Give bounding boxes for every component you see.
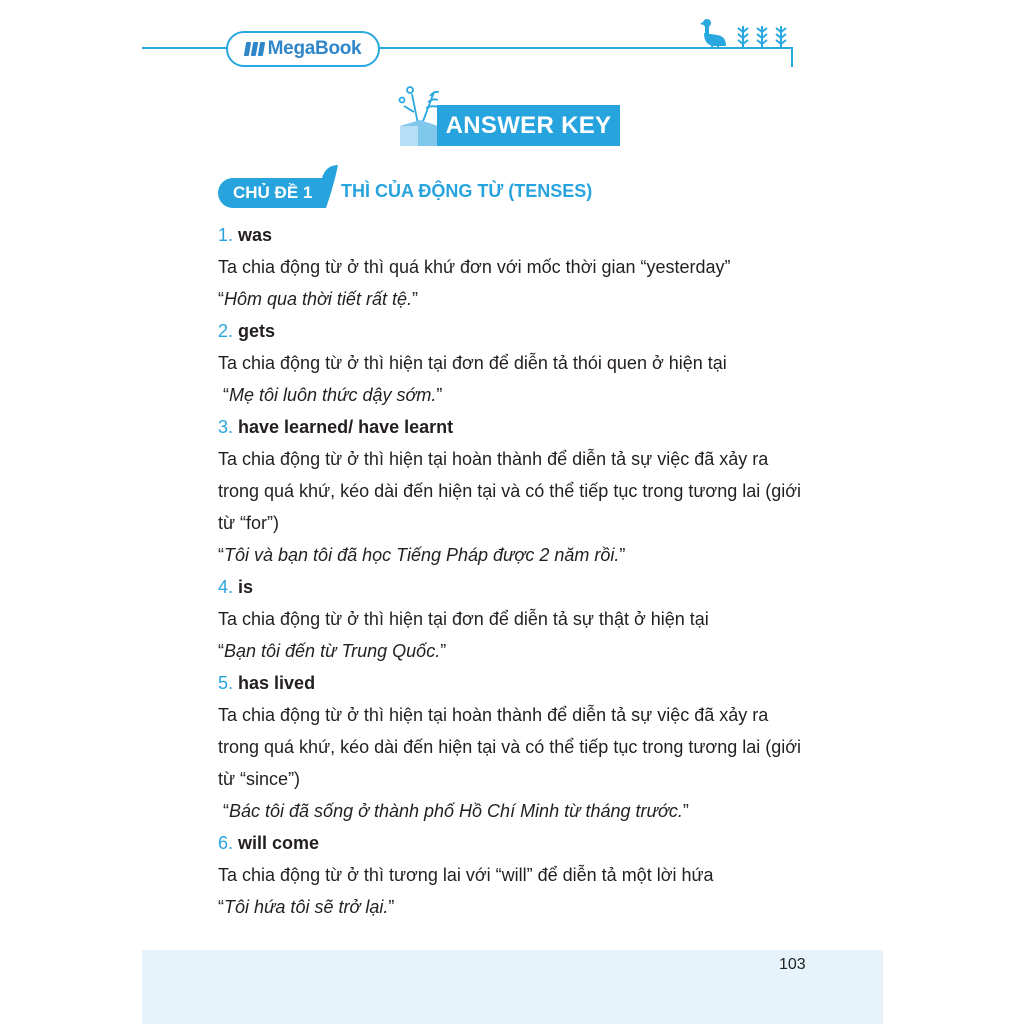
answer: will come bbox=[238, 833, 320, 853]
answer: is bbox=[238, 577, 254, 597]
explanation-line: Ta chia động từ ở thì hiện tại đơn để diễn tả thói quen ở hiện tại bbox=[218, 353, 727, 373]
answer: gets bbox=[238, 321, 276, 341]
item-number: 5. bbox=[218, 673, 234, 693]
explanation-line: trong quá khứ, kéo dài đến hiện tại và có thể tiếp tục trong tương lai (giới bbox=[218, 737, 802, 757]
explanation-line: Ta chia động từ ở thì tương lai với “will” để diễn tả một lời hứa bbox=[218, 865, 714, 885]
item-number: 2. bbox=[218, 321, 234, 341]
translation: “Tôi và bạn tôi đã học Tiếng Pháp được 2 năm rồi.” bbox=[218, 545, 626, 565]
answer: was bbox=[238, 225, 273, 245]
explanation-line: từ “for”) bbox=[218, 513, 280, 533]
topic-heading bbox=[218, 165, 798, 209]
item-number: 1. bbox=[218, 225, 234, 245]
item-number: 6. bbox=[218, 833, 234, 853]
translation: “Bác tôi đã sống ở thành phố Hồ Chí Minh từ tháng trước.” bbox=[218, 801, 689, 821]
plant-box-icon bbox=[398, 84, 442, 146]
footer-band bbox=[142, 950, 883, 1024]
explanation-line: Ta chia động từ ở thì quá khứ đơn với mốc thời gian “yesterday” bbox=[218, 257, 731, 277]
answer-item-5 bbox=[218, 667, 818, 699]
explanation-line: trong quá khứ, kéo dài đến hiện tại và có thể tiếp tục trong tương lai (giới bbox=[218, 481, 802, 501]
translation: “Tôi hứa tôi sẽ trở lại.” bbox=[218, 897, 395, 917]
brand-name: MegaBook bbox=[267, 38, 362, 59]
answer-key-title: ANSWER KEY bbox=[437, 105, 620, 146]
answer-item-6 bbox=[218, 827, 818, 859]
answer: has lived bbox=[238, 673, 316, 693]
duck-icon bbox=[700, 19, 726, 49]
explanation-line: Ta chia động từ ở thì hiện tại hoàn thành để diễn tả sự việc đã xảy ra bbox=[218, 705, 769, 725]
explanation-line: Ta chia động từ ở thì hiện tại đơn để diễn tả sự thật ở hiện tại bbox=[218, 609, 709, 629]
brand-logo bbox=[226, 31, 380, 67]
header-rule-end bbox=[791, 47, 793, 67]
explanation-line: từ “since”) bbox=[218, 769, 301, 789]
item-number: 4. bbox=[218, 577, 234, 597]
answer-list bbox=[218, 219, 818, 923]
header-decoration bbox=[700, 18, 792, 50]
answer-item-4 bbox=[218, 571, 818, 603]
translation: “Bạn tôi đến từ Trung Quốc.” bbox=[218, 641, 447, 661]
translation: “Hôm qua thời tiết rất tệ.” bbox=[218, 289, 418, 309]
page-number: 103 bbox=[779, 956, 806, 973]
answer-item-3 bbox=[218, 411, 818, 443]
item-number: 3. bbox=[218, 417, 234, 437]
answer-item-2 bbox=[218, 315, 818, 347]
topic-title: THÌ CỦA ĐỘNG TỪ (TENSES) bbox=[341, 181, 593, 201]
sprout-icon bbox=[738, 26, 786, 48]
answer: have learned/ have learnt bbox=[238, 417, 454, 437]
brand-mark-icon bbox=[245, 42, 264, 56]
translation: “Mẹ tôi luôn thức dậy sớm.” bbox=[218, 385, 443, 405]
explanation-line: Ta chia động từ ở thì hiện tại hoàn thành để diễn tả sự việc đã xảy ra bbox=[218, 449, 769, 469]
answer-item-1 bbox=[218, 219, 818, 251]
topic-badge: CHỦ ĐỀ 1 bbox=[218, 178, 326, 208]
